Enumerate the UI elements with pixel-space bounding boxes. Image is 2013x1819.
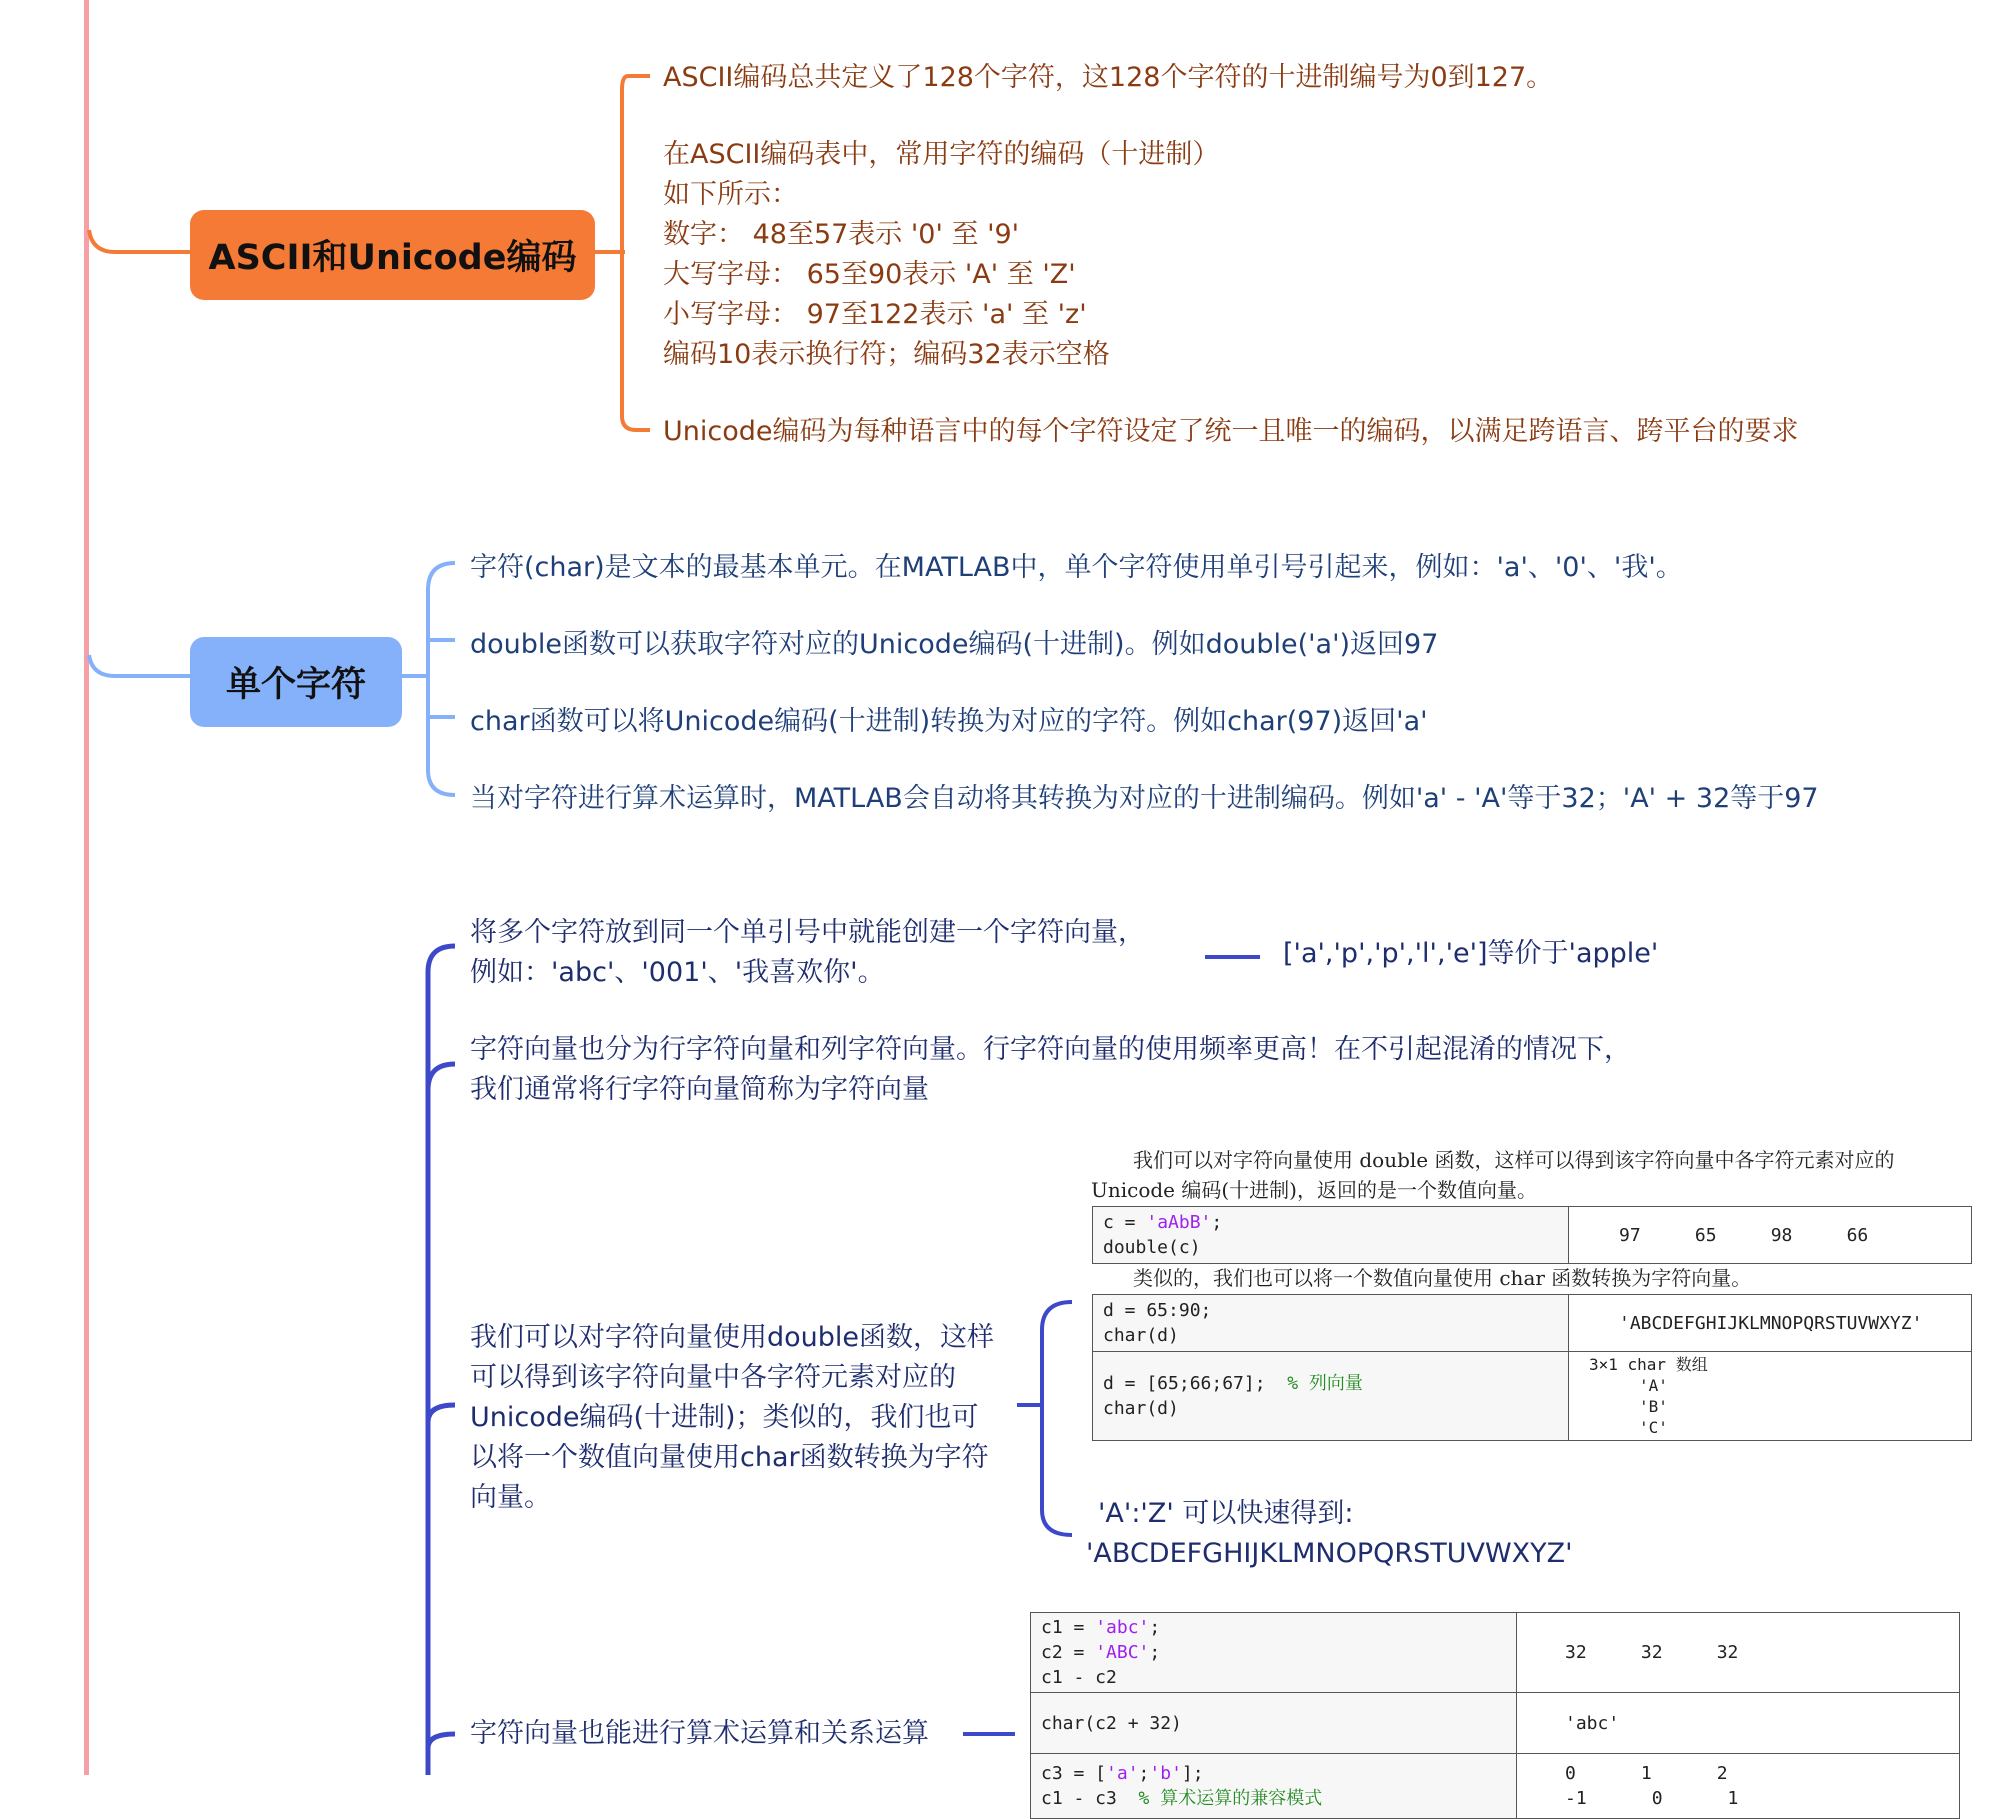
root-spine: [84, 0, 89, 1775]
vector-item-3-line-3: Unicode编码(十进制)；类似的，我们也可: [470, 1402, 979, 1433]
vector-item-1-line-1: 将多个字符放到同一个单引号中就能创建一个字符向量，: [470, 917, 1145, 948]
ascii-branch-line: [89, 230, 190, 252]
single-item-1: 字符(char)是文本的最基本单元。在MATLAB中，单个字符使用单引号引起来，例如：'a'、'0'、'我'。: [470, 552, 1683, 583]
char-output: 'ABCDEFGHIJKLMNOPQRSTUVWXYZ': [1619, 1312, 1923, 1334]
ascii-line-7: 编码10表示换行符；编码32表示空格: [663, 339, 1110, 370]
vector-item-4: 字符向量也能进行算术运算和关系运算: [470, 1718, 929, 1749]
ascii-unicode-node[interactable]: [190, 210, 595, 300]
vector-item-3-line-5: 向量。: [470, 1482, 551, 1513]
ascii-line-8: Unicode编码为每种语言中的每个字符设定了统一且唯一的编码，以满足跨语言、跨平台的要求: [663, 416, 1799, 447]
vector-item-1-child: ['a','p','p','l','e']等价于'apple': [1283, 938, 1659, 969]
ascii-line-3: 如下所示：: [663, 179, 798, 210]
single-item-4: 当对字符进行算术运算时，MATLAB会自动将其转换为对应的十进制编码。例如'a' - 'A'等于32；'A' + 32等于97: [470, 783, 1819, 814]
char-shift-output: 'abc': [1565, 1712, 1620, 1734]
single-char-title: 单个字符: [225, 665, 366, 705]
single-char-node[interactable]: [190, 637, 402, 727]
az-line-1: 'A':'Z' 可以快速得到:: [1098, 1498, 1354, 1529]
ascii-line-5: 大写字母： 65至90表示 'A' 至 'Z': [663, 259, 1076, 290]
ascii-bracket: [622, 76, 650, 430]
single-bracket: [428, 563, 455, 795]
single-item-3: char函数可以将Unicode编码(十进制)转换为对应的字符。例如char(97)返回'a': [470, 706, 1428, 737]
vector-item-3-line-2: 可以得到该字符向量中各字符元素对应的: [470, 1362, 956, 1393]
image-paragraph-1-line-2: Unicode 编码(十进制)，返回的是一个数值向量。: [1091, 1178, 1537, 1202]
ascii-line-2: 在ASCII编码表中，常用字符的编码（十进制）: [663, 139, 1220, 170]
vector-item-2-line-2: 我们通常将行字符向量简称为字符向量: [470, 1074, 929, 1105]
double-code-table: c = 'aAbB'; double(c) 97 65 98 66: [1092, 1206, 1972, 1264]
vector-item-3-line-4: 以将一个数值向量使用char函数转换为字符: [470, 1442, 989, 1473]
image-paragraph-1-line-1: 我们可以对字符向量使用 double 函数，这样可以得到该字符向量中各字符元素对应的: [1133, 1148, 1895, 1172]
image-paragraph-2: 类似的，我们也可以将一个数值向量使用 char 函数转换为字符向量。: [1133, 1266, 1752, 1290]
ascii-line-6: 小写字母： 97至122表示 'a' 至 'z': [663, 299, 1087, 330]
az-line-2: 'ABCDEFGHIJKLMNOPQRSTUVWXYZ': [1086, 1538, 1573, 1569]
single-branch-line: [89, 655, 190, 676]
arithmetic-output: 32 32 32: [1565, 1642, 1739, 1663]
char-code-table: d = 65:90; char(d) 'ABCDEFGHIJKLMNOPQRSTUVWXYZ' d = [65;66;67]; % 列向量 char(d) 3×1 char 数组 'A' 'B' 'C': [1092, 1294, 1972, 1441]
arithmetic-code-table: c1 = 'abc'; c2 = 'ABC'; c1 - c2 32 32 32 char(c2 + 32) 'abc' c3 = ['a';'b']; c1 - c3 % 算术运算的兼容模式 0 1 2 -1 0 1: [1030, 1612, 1960, 1819]
ascii-unicode-title: ASCII和Unicode编码: [208, 238, 577, 278]
vector-item-2-line-1: 字符向量也分为行字符向量和列字符向量。行字符向量的使用频率更高！在不引起混淆的情况下，: [470, 1034, 1631, 1065]
single-item-2: double函数可以获取字符对应的Unicode编码(十进制)。例如double('a')返回97: [470, 629, 1439, 660]
ascii-line-4: 数字： 48至57表示 '0' 至 '9': [663, 219, 1020, 250]
ascii-line-1: ASCII编码总共定义了128个字符，这128个字符的十进制编号为0到127。: [663, 62, 1554, 93]
vector-item-1-line-2: 例如：'abc'、'001'、'我喜欢你'。: [470, 957, 885, 988]
vector-item-3-line-1: 我们可以对字符向量使用double函数，这样: [470, 1322, 995, 1353]
double-output: 97 65 98 66: [1619, 1224, 1869, 1246]
